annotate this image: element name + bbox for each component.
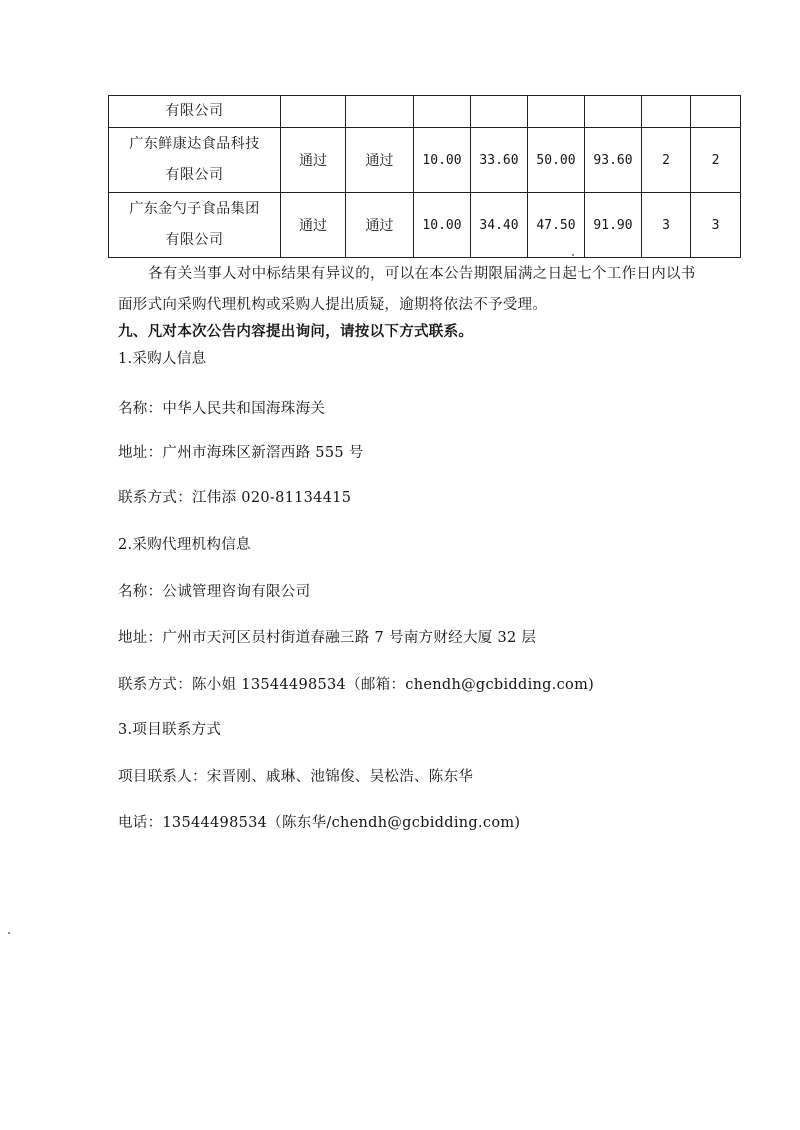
project-phone: 电话：13544498534（陈东华/chendh@gcbidding.com) <box>118 815 521 831</box>
score-cell: 10.00 <box>414 128 471 193</box>
section-heading: 九、凡对本次公告内容提出询问，请按以下方式联系。 <box>118 323 474 340</box>
project-title: 3.项目联系方式 <box>118 722 222 738</box>
supplier-name-line: 有限公司 <box>165 103 224 119</box>
compliance-cell: 通过 <box>346 193 414 258</box>
table-cell <box>642 96 691 128</box>
score-cell: 34.40 <box>471 193 528 258</box>
supplier-name-cell <box>109 128 281 193</box>
table-cell <box>471 96 528 128</box>
score-cell: 47.50 <box>528 193 585 258</box>
notice-paragraph-line: 面形式向采购代理机构或采购人提出质疑，逾期将依法不予受理。 <box>118 297 548 313</box>
purchaser-contact: 联系方式：江伟添 020-81134415 <box>118 490 352 506</box>
table-row <box>109 193 741 258</box>
score-cell: 10.00 <box>414 193 471 258</box>
rank-cell: 3 <box>691 193 741 258</box>
score-cell: 50.00 <box>528 128 585 193</box>
table-cell <box>414 96 471 128</box>
table-cell <box>281 96 346 128</box>
notice-paragraph-line: 各有关当事人对中标结果有异议的，可以在本公告期限届满之日起七个工作日内以书 <box>148 266 696 282</box>
supplier-name-line: 广东鲜康达食品科技 <box>129 136 260 152</box>
rank-cell: 2 <box>642 128 691 193</box>
agency-address: 地址：广州市天河区员村街道春融三路 7 号南方财经大厦 32 层 <box>118 630 537 646</box>
total-score-cell: 91.90 <box>585 193 642 258</box>
table-row <box>109 96 741 128</box>
supplier-name-line: 有限公司 <box>165 232 224 248</box>
table-cell <box>691 96 741 128</box>
agency-title: 2.采购代理机构信息 <box>118 537 251 553</box>
rank-cell: 2 <box>691 128 741 193</box>
purchaser-title: 1.采购人信息 <box>118 351 207 367</box>
compliance-cell: 通过 <box>346 128 414 193</box>
scan-speck <box>8 932 10 934</box>
supplier-name-cell <box>109 96 281 128</box>
agency-contact: 联系方式：陈小姐 13544498534（邮箱：chendh@gcbidding.com) <box>118 677 595 693</box>
scan-speck <box>572 254 574 256</box>
table-row <box>109 128 741 193</box>
qualification-cell: 通过 <box>281 128 346 193</box>
agency-name: 名称：公诚管理咨询有限公司 <box>118 584 311 600</box>
purchaser-address: 地址：广州市海珠区新滘西路 555 号 <box>118 445 364 461</box>
qualification-cell: 通过 <box>281 193 346 258</box>
total-score-cell: 93.60 <box>585 128 642 193</box>
table-cell <box>346 96 414 128</box>
purchaser-name: 名称：中华人民共和国海珠海关 <box>118 401 326 417</box>
supplier-name-line: 有限公司 <box>165 167 224 183</box>
supplier-name-line: 广东金勺子食品集团 <box>129 201 260 217</box>
table-cell <box>528 96 585 128</box>
supplier-name-cell <box>109 193 281 258</box>
evaluation-results-table <box>108 95 741 258</box>
rank-cell: 3 <box>642 193 691 258</box>
score-cell: 33.60 <box>471 128 528 193</box>
table-cell <box>585 96 642 128</box>
project-contact-people: 项目联系人：宋晋刚、戚琳、池锦俊、吴松浩、陈东华 <box>118 769 474 785</box>
